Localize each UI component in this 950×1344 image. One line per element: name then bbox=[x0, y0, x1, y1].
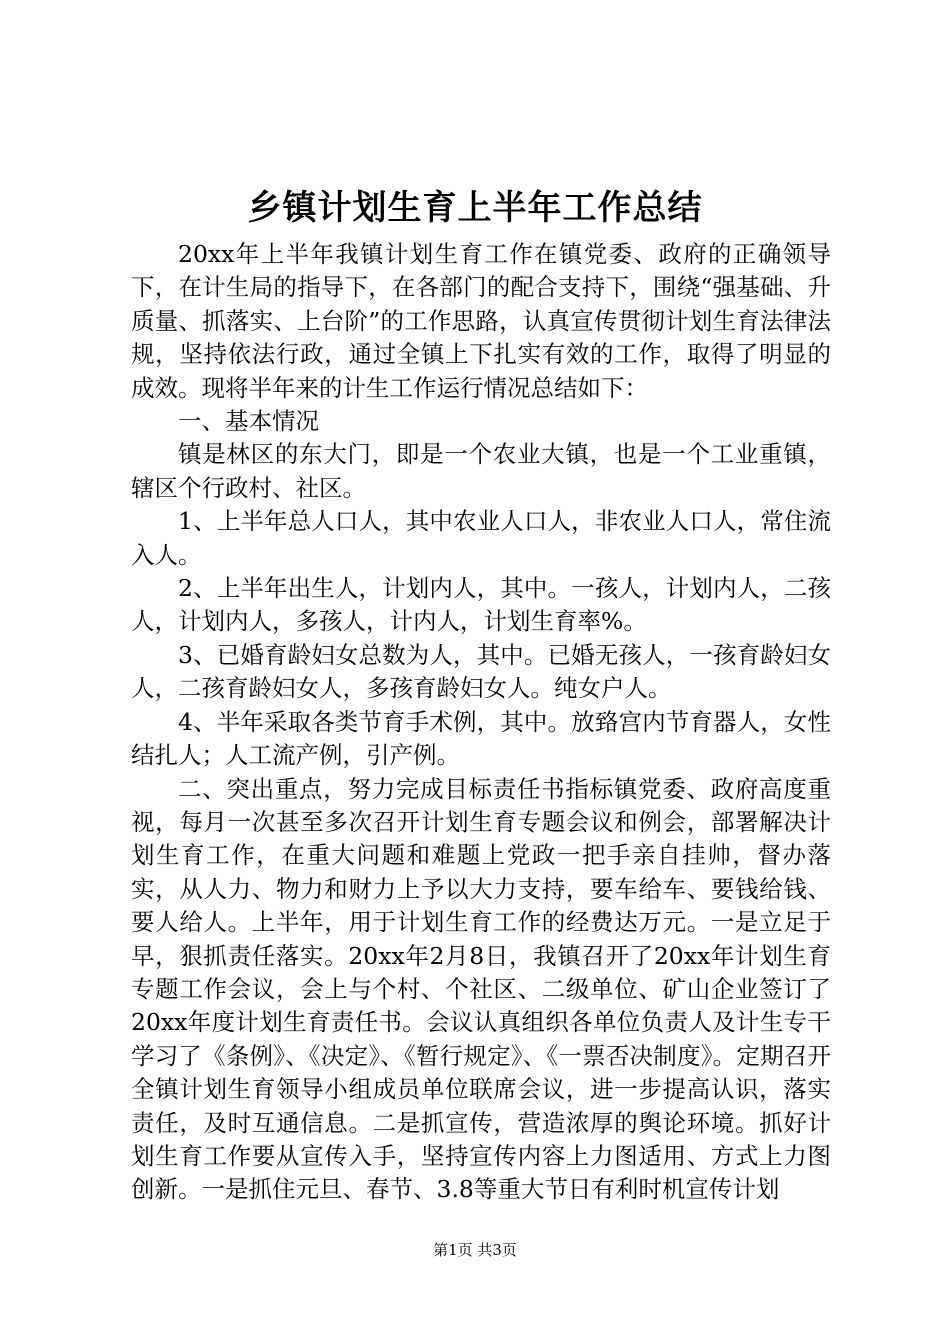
document-title: 乡镇计划生育上半年工作总结 bbox=[247, 188, 703, 228]
document-body bbox=[131, 238, 831, 1207]
paragraph-key-points: 二、突出重点，努力完成目标责任书指标镇党委、政府高度重视，每月一次甚至多次召开计划生育专题会议和例会，部署解决计划生育工作，在重大问题和难题上党政一把手亲自挂帅，督办落实，从人力、物力和财力上予以大力支持，要车给车、要钱给钱、要人给人。上半年，用于计划生育工作的经费达万元。一是立足于早，狠抓责任落实。20xx年2月8日，我镇召开了20xx年计划生育专题工作会议，会上与个村、个社区、二级单位、矿山企业签订了20xx年度计划生育责任书。会议认真组织各单位负责人及计生专干学习了《条例》、《决定》、《暂行规定》、《一票否决制度》。定期召开全镇计划生育领导小组成员单位联席会议，进一步提高认识，落实责任，及时互通信息。二是抓宣传，营造浓厚的舆论环境。抓好计划生育工作要从宣传入手，坚持宣传内容上力图适用、方式上力图创新。一是抓住元旦、春节、3.8等重大节日有利时机宣传计划 bbox=[131, 774, 831, 1204]
page-number: 第1页 共3页 bbox=[433, 1241, 517, 1259]
paragraph-population: 1、上半年总人口人，其中农业人口人，非农业人口人，常住流入人。 bbox=[131, 507, 831, 569]
paragraph-town-overview: 镇是林区的东大门，即是一个农业大镇，也是一个工业重镇，辖区个行政村、社区。 bbox=[131, 440, 831, 502]
paragraph-intro: 20xx年上半年我镇计划生育工作在镇党委、政府的正确领导下，在计生局的指导下，在各部门的配合支持下，围绕“强基础、升质量、抓落实、上台阶”的工作思路，认真宣传贯彻计划生育法律法规，坚持依法行政，通过全镇上下扎实有效的工作，取得了明显的成效。现将半年来的计生工作运行情况总结如下： bbox=[131, 240, 831, 402]
paragraph-births: 2、上半年出生人，计划内人，其中。一孩人，计划内人，二孩人，计划内人，多孩人，计内人，计划生育率%。 bbox=[131, 574, 831, 636]
paragraph-procedures: 4、半年采取各类节育手术例，其中。放臵宫内节育器人，女性结扎人；人工流产例，引产例。 bbox=[131, 707, 831, 770]
section-heading-basic: 一、基本情况 bbox=[178, 407, 319, 436]
paragraph-women: 3、已婚育龄妇女总数为人，其中。已婚无孩人，一孩育龄妇女人，二孩育龄妇女人，多孩育龄妇女人。纯女户人。 bbox=[131, 640, 831, 703]
